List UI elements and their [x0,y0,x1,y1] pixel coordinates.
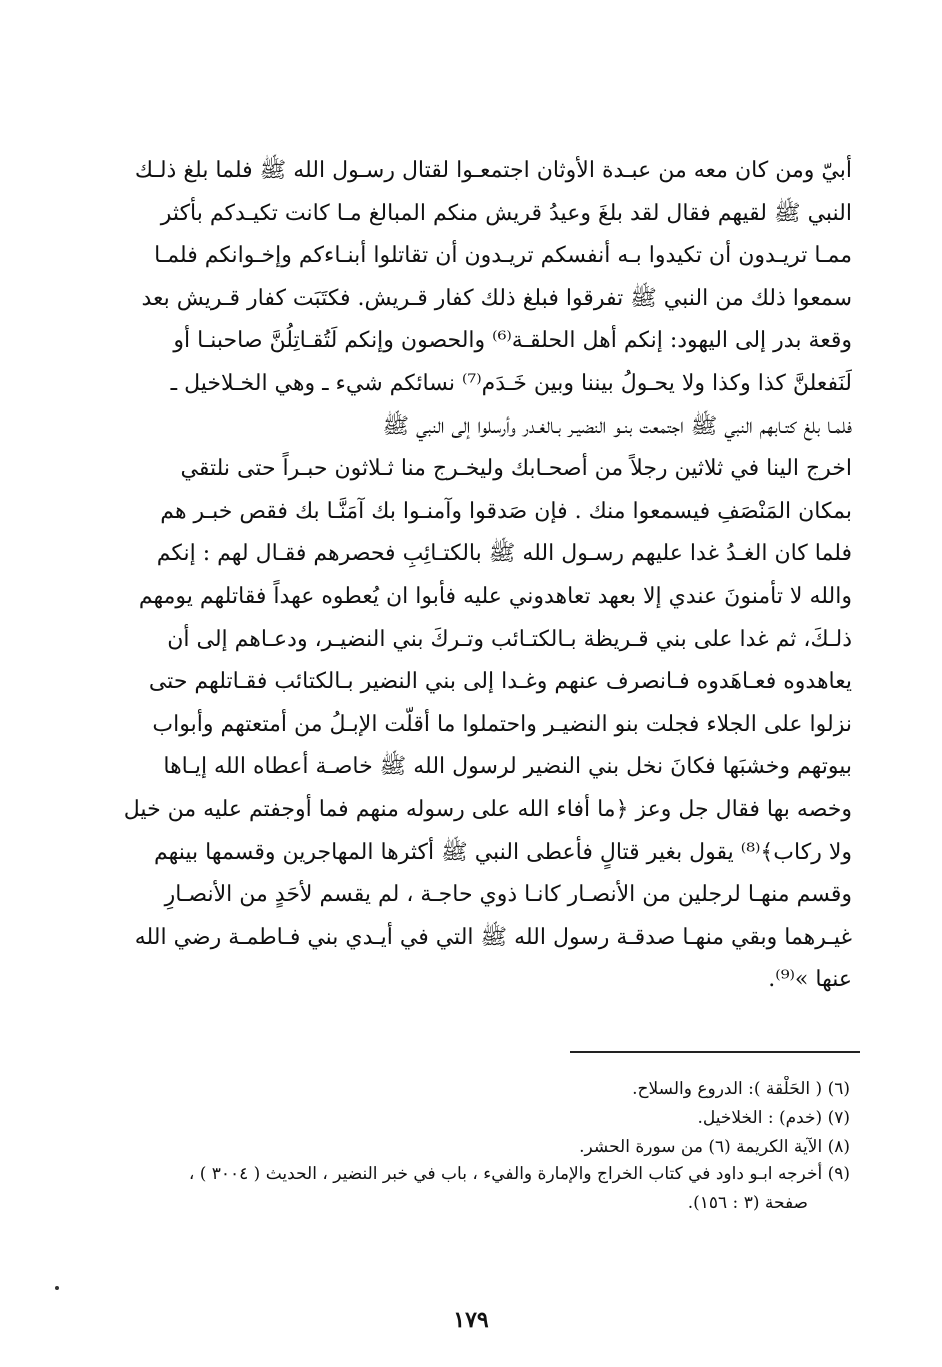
text-line: غيـرهما وبقي منهـا صدقـة رسول الله ﷺ التي في أيـدي بني فـاطمـة رضي الله [134,924,852,950]
footnote-separator [570,1051,860,1053]
scan-speck [55,1286,59,1290]
text-line: ممـا تريـدون أن تكيدوا بـه أنفسكم تريـدون أن تقاتلوا أبنـاءكم وإخـوانكم فلمـا [154,243,852,269]
footnote-item: (٧) (خدم) : الخلاخيل. [697,1108,850,1128]
text-line: بمكان المَنْصَفِ فيسمعوا منك . فإن صَدقوا وآمنـوا بك آمَنَّـا بك فقص خبـر هم [160,498,852,524]
text-line: وخصه بها فقال جل وعز ﴿ما أفاء الله على رسوله منهم فما أوجفتم عليه من خيل [123,796,852,822]
text-line: النبي ﷺ لقيهم فقال لقد بلغَ وعيدُ قريش منكم المبالغ مـا كانت تكيـدكم بأكثر [160,200,852,226]
text-line: سمعوا ذلك من النبي ﷺ تفرقوا فبلغ ذلك كفار قـريش. فكتَبَت كفار قـريش بعد [141,285,852,311]
text-line: لَنَفعلنَّ كذا وكذا ولا يحـولُ بيننا وبين خَـدَم⁽⁷⁾ نسائكم شيء ـ وهي الخـلاخيل ـ [170,370,852,396]
footnote-item: (٨) الآية الكريمة (٦) من سورة الحشر. [579,1137,850,1157]
text-line: أبيّ ومن كان معه من عبـدة الأوثان اجتمعـوا لقتال رسـول الله ﷺ فلما بلغ ذلـك [134,158,852,183]
text-line: اخرج الينا في ثلاثين رجلاً من أصحـابك وليخـرج منا ثـلاثون حبـراً حتى نلتقي [180,456,852,482]
text-line: فلمـا بلغ كتـابهم النبي ﷺ اجتمعت بنـو النضيـر بـالغـدر وأرسلوا إلى النبي ﷺ [382,413,852,439]
footnote-item: (٦) ( الحَلْقة ): الدروع والسلاح. [632,1079,850,1099]
text-line: وقعة بدر إلى اليهود: إنكم أهل الحلقـة⁽⁶⁾ والحصون وإنكم لَتُقـاتِلُنَّ صاحبنـا أو [173,328,852,354]
text-line: فلما كان الغـدُ غدا عليهم رسـول الله ﷺ بالكتـائِبِ فحصرهم فقـال لهم : إنكم [156,541,852,567]
footnote-item: (٩) أخرجه ابـو داود في كتاب الخراج والإمارة والفيء ، باب في خبر النضير ، الحديث ( ٣٠٠٤ ) ، [188,1164,850,1184]
text-line: عنها »⁽⁹⁾. [768,967,852,993]
main-text [92,150,852,1002]
page-number: ١٧٩ [453,1307,489,1333]
text-line: يعاهدوه فعـاهَدوه فـانصرف عنهم وغـدا إلى بني النضير بـالكتائب فقـاتلهم حتى [148,669,852,695]
text-line: وقسم منهـا لرجلين من الأنصـار كانـا ذوي حاجـة ، لم يقسم لأحَدٍ من الأنصـارِ [164,882,852,908]
text-line: ولا ركاب﴾⁽⁸⁾ يقول بغير قتالٍ فأعطى النبي ﷺ أكثرها المهاجرين وقسمها بينهم [153,839,852,865]
text-line: بيوتهم وخشبَها فكانَ نخل بني النضير لرسول الله ﷺ خاصـة أعطاه الله إيـاها [163,754,852,780]
footnote-continuation: صفحة (٣ : ١٥٦). [687,1193,808,1213]
text-line: نزلوا على الجلاء فجلت بنو النضيـر واحتملوا ما أقلّت الإبـلُ من أمتعتهم وأبواب [152,711,852,737]
footnotes [90,1076,850,1217]
text-line: ذلـكَ، ثم غدا على بني قـريظة بـالكتـائب وتـركَ بني النضيـر، ودعـاهم إلى أن [167,626,852,652]
text-line: والله لا تأمنونَ عندي إلا بعهد تعاهدوني عليه فأبوا ان يُعطوه عهداً فقاتلهم يومهم [138,583,852,609]
